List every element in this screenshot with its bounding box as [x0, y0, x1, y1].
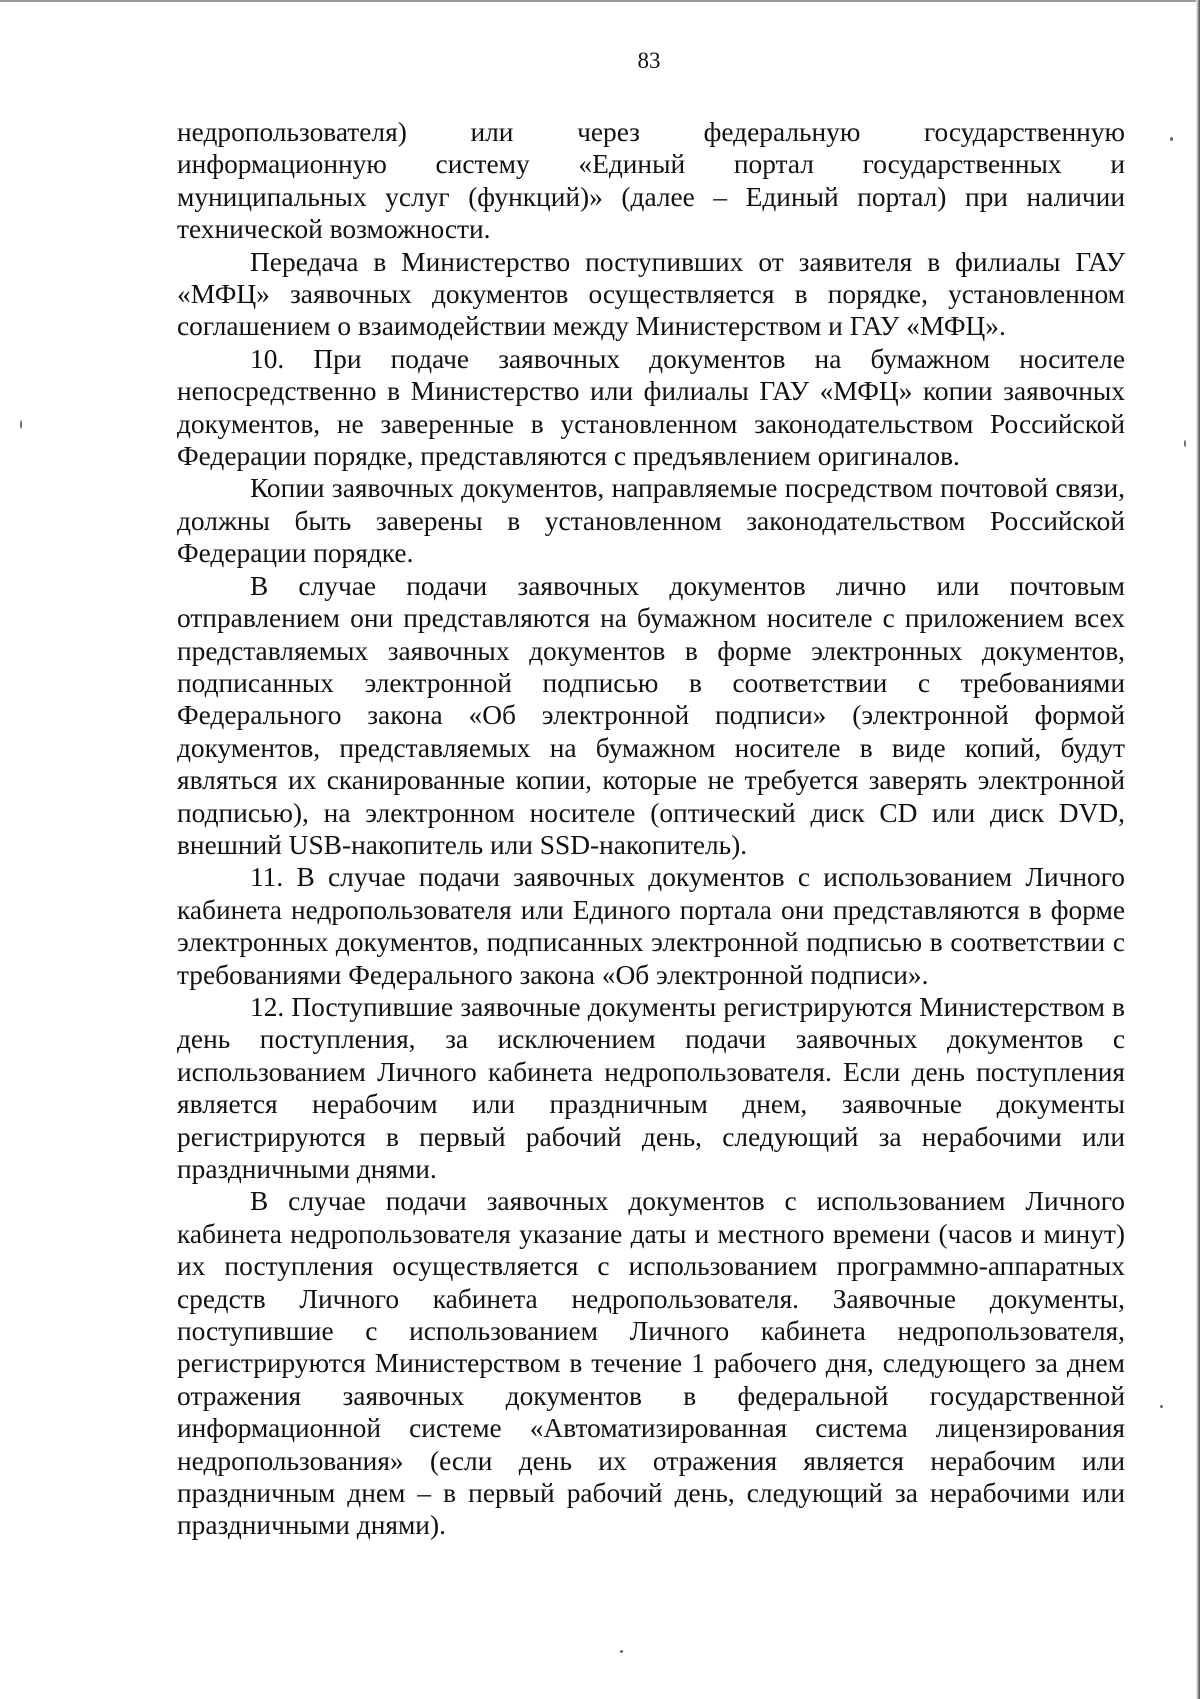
- paragraph-item-10: 10. При подаче заявочных документов на бумажном носителе непосредственно в Министерство или филиалы ГАУ «МФЦ» копии заявочных документов, не заверенные в установленном законодательством Российской Федерации порядке, представляются с предъявлением оригиналов.: [177, 343, 1125, 472]
- text-line: недропользователя) или через федеральную государственную: [177, 117, 1125, 147]
- text-line: информационную систему «Единый портал государственных и: [177, 149, 1125, 180]
- scan-speck: [1184, 440, 1186, 447]
- paragraph-text: муниципальных услуг (функций)» (далее – Единый портал) при наличии технической возможности.: [177, 181, 1125, 245]
- paragraph-paper-submission: В случае подачи заявочных документов лично или почтовым отправлением они представляются на бумажном носителе с приложением всех представляемых заявочных документов в форме электронных документов, подписанных электронной подписью в соответствии с требованиями Федерального закона «Об электронной подписи» (электронной формой документов, представляемых на бумажном носителе в виде копий, будут являться их сканированные копии, которые не требуется заверять электронной подписью), на электронном носителе (оптический диск CD или диск DVD, внешний USB-накопитель или SSD-накопитель).: [177, 570, 1125, 860]
- scan-speck: [620, 1650, 623, 1653]
- paragraph-item-11: 11. В случае подачи заявочных документов с использованием Личного кабинета недропользователя или Единого портала они представляются в форме электронных документов, подписанных электронной подписью в соответствии с требованиями Федерального закона «Об электронной подписи».: [177, 862, 1125, 990]
- paragraph-electronic-registration: В случае подачи заявочных документов с использованием Личного кабинета недропользователя указание даты и местного времени (часов и минут) их поступления осуществляется с использованием программно-аппаратных средств Личного кабинета недропользователя. Заявочные документы, поступившие с использованием Личного кабинета недропользователя, регистрируются Министерством в течение 1 рабочего дня, следующего за днем отражения заявочных документов в федеральной государственной информационной системе «Автоматизированная система лицензирования недропользования» (если день их отражения является нерабочим или праздничным днем – в первый рабочий день, следующий за нерабочими или праздничными днями).: [177, 1186, 1125, 1541]
- paragraph-transfer: Передача в Министерство поступивших от заявителя в филиалы ГАУ «МФЦ» заявочных документов осуществляется в порядке, установленном соглашением о взаимодействии между Министерством и ГАУ «МФЦ».: [177, 246, 1125, 342]
- document-body: [177, 116, 1125, 1542]
- scan-speck: [20, 420, 22, 429]
- page-number: 83: [637, 48, 661, 73]
- scan-speck: [1170, 137, 1173, 141]
- scan-edge-top: [0, 0, 1200, 2]
- paragraph-item-12: 12. Поступившие заявочные документы регистрируются Министерством в день поступления, за исключением подачи заявочных документов с использованием Личного кабинета недропользователя. Если день поступления является нерабочим или праздничным днем, заявочные документы регистрируются в первый рабочий день, следующий за нерабочими или праздничными днями.: [177, 991, 1125, 1184]
- scan-speck: [1160, 1405, 1163, 1408]
- paragraph-continuation: [177, 116, 1125, 246]
- paragraph-copies-mail: Копии заявочных документов, направляемые посредством почтовой связи, должны быть заверены в установленном законодательством Российской Федерации порядке.: [177, 473, 1125, 569]
- scan-edge-right: [1196, 0, 1200, 1699]
